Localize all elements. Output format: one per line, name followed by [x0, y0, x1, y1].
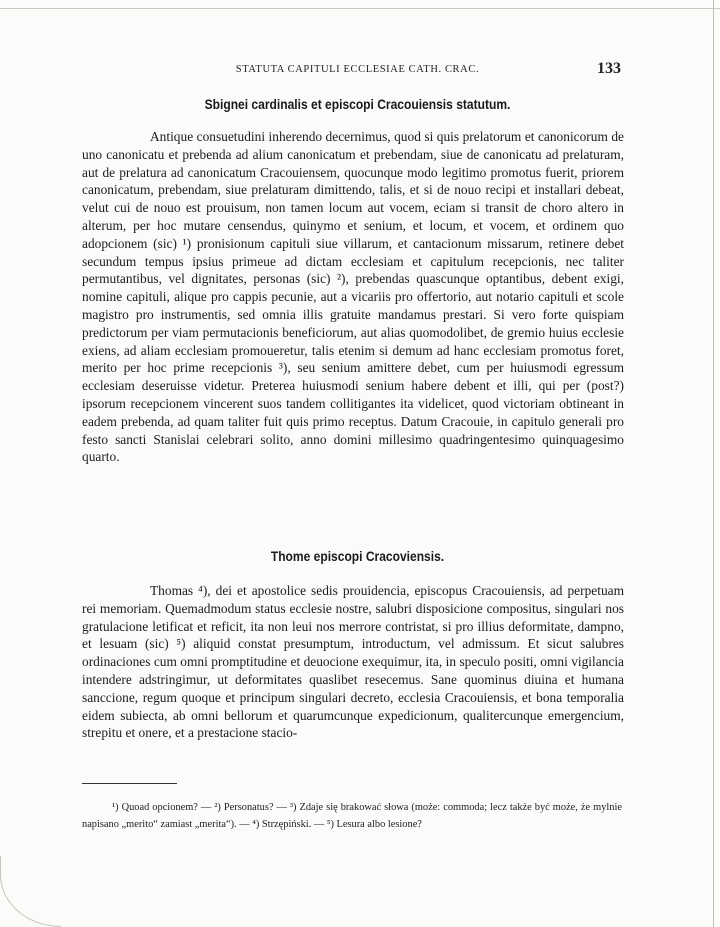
- footnotes: ¹) Quoad opcionem? — ²) Personatus? — ³) Zdaje się brakować słowa (może: commoda; lecz także być może, że mylnie napisano „merito“ zamiast „merita“). — ⁴) Strzępiński. — ⁵) Lesura albo lesione?: [82, 802, 622, 830]
- section-title-sbignei: Sbignei cardinalis et episcopi Cracouiensis statutum.: [204, 96, 511, 112]
- running-title: STATUTA CAPITULI ECCLESIAE CATH. CRAC.: [235, 64, 480, 75]
- section-text-thome: Thomas ⁴), dei et apostolice sedis prouidencia, episcopus Cracouiensis, ad perpetuam rei memoriam. Quemadmodum status ecclesie nostre, salubri disposicione compositus, singulari nos gratulacione letificat et reficit, ita non leui nos merrore contristat, si pro illius deformitate, dampno, et lesuam (sic) ⁵) aliquid constat presumptum, introductum, vel admissum. Et sicut salubres ordinaciones cum omni promptitudine et deuocione exequimur, ita, in speculo positi, omni vigilancia intendere adstringimur, ut deformitates quaslibet resecemus. Sane quominus diuina et humana sanccione, regum quoque et principum singulari decreto, ecclesia Cracouiensis, et bona temporalia eidem subiecta, ab omni bellorum et quarumcunque expedicionum, qualitercunque emergencium, strepitu et onere, et a prestacione stacio-: [82, 583, 624, 741]
- page-edge-top: [0, 8, 720, 9]
- page-curl-bottom-left: [0, 856, 61, 927]
- section-title-thome: Thome episcopi Cracoviensis.: [270, 548, 445, 564]
- section-text-sbignei: Antique consuetudini inherendo decernimus, quod si quis prelatorum et canonicorum de uno canonicatu et prebenda ad alium canonicatum et prebendam, siue de canonicatu ad prelaturam, aut de prelatura ad canonicatum Cracouiensem, quocunque modo legitimo promotus fuerit, priorem canonicatum, prebendam, siue prelaturam dimittendo, talis, et si de nouo recipi et installari debeat, velut cui de nouo est prouisum, non tamen locum aut vocem, eciam si transit de choro altero in alterum, per hoc mutare censendus, quinymo et senium, et locum, et vocem, et ordinem quo adopcionem (sic) ¹) pronisionum capituli siue villarum, et cantacionum missarum, retinere debet secundum tempus ipsius primeue ad dictam ecclesiam et capitulum recepcionis, nec taliter permutantibus, vel dignitates, personas (sic) ²), prebendas quascunque optantibus, debent exigi, nomine capituli, alique pro cappis pecunie, aut a vicariis pro offertorio, aut notario capituli et scole magistro pro instrumentis, sed omnia illis gratuite mandamus prestari. Si vero forte quispiam predictorum per viam permutacionis beneficiorum, aut alias quomodolibet, de gremio huius ecclesie exiens, ad aliam ecclesiam promoueretur, talis etenim si demum ad hanc ecclesiam promotus foret, merito per hoc prime recepcionis ³), seu senium amittere debet, cum per huiusmodi egressum ecclesiam deseruisse videtur. Preterea huiusmodi senium habere debent et illi, qui per (post?) ipsorum recepcionem vincerent suos tandem collitigantes ita videlicet, quod victoriam obtineant in eadem prebenda, ad quam taliter fuit quis primo receptus. Datum Cracouie, in capitulo generali pro festo sancti Stanislai celebrari solito, anno domini millesimo quadringentesimo quinquagesimo quarto.: [82, 129, 624, 465]
- page-edge-right: [713, 0, 714, 927]
- page-number: 133: [597, 60, 621, 77]
- footnote-rule: [82, 783, 177, 784]
- page-header: [80, 60, 635, 84]
